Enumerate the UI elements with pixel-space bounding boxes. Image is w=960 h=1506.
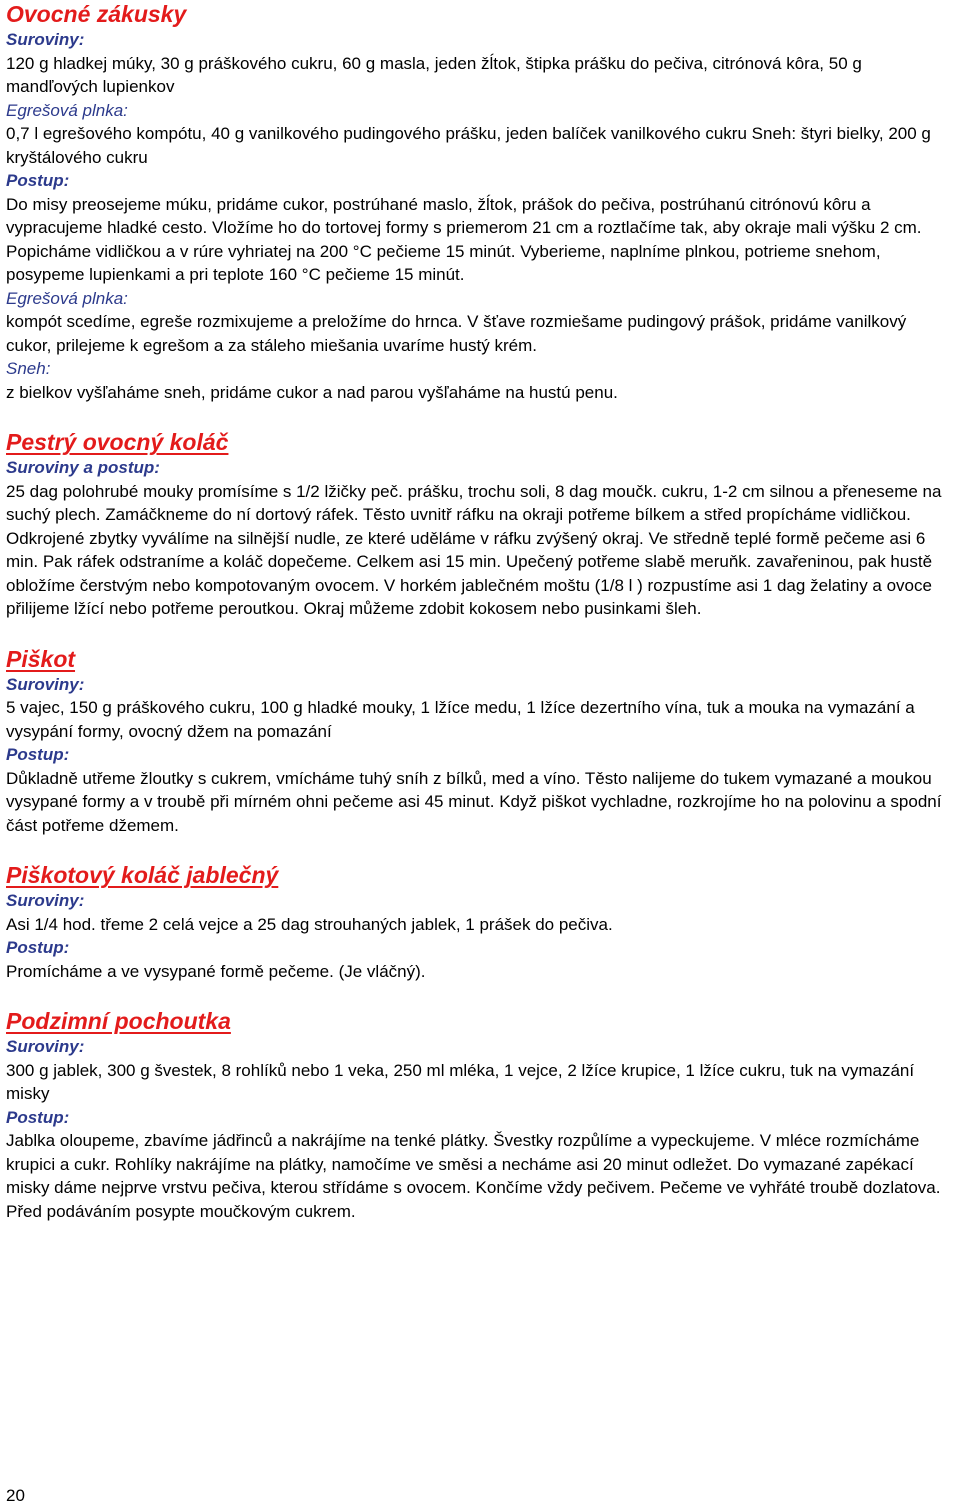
ingredients-label: Suroviny: (6, 30, 85, 49)
document-body (6, 0, 956, 1223)
recipe-title: Piškotový koláč jablečný (6, 862, 279, 888)
procedure-label: Postup: (6, 1107, 70, 1127)
recipe-podzimni-pochoutka (6, 1007, 956, 1223)
ingredients-text: 300 g jablek, 300 g švestek, 8 rohlíků nebo 1 veka, 250 ml mléka, 1 vejce, 2 lžíce krupice, 1 lžíce cukru, tuk na vymazání misky (6, 1060, 915, 1103)
recipe-piskot (6, 645, 956, 838)
snow-label: Sneh: (6, 359, 51, 378)
filling-text: 0,7 l egrešového kompótu, 40 g vanilkového pudingového prášku, jeden balíček vanilkového cukru Sneh: štyri bielky, 200 g kryštálového cukru (6, 124, 931, 167)
recipe-ovocne-zakusky (6, 0, 956, 404)
ingredients-text: Asi 1/4 hod. třeme 2 celá vejce a 25 dag strouhaných jablek, 1 prášek do pečiva. (6, 914, 613, 934)
filling-procedure-text: kompót scedíme, egreše rozmixujeme a preložíme do hrnca. V šťave rozmiešame pudingový prášok, pridáme vanilkový cukor, prilejeme k egrešom a za stáleho miešania uvaríme hustý krém. (6, 312, 907, 355)
ingredients-label: Suroviny: (6, 1037, 85, 1056)
ingredients-text: 5 vajec, 150 g práškového cukru, 100 g hladké mouky, 1 lžíce medu, 1 lžíce dezertního vína, tuk a mouka na vymazání a vysypání formy, ovocný džem na pomazání (6, 698, 915, 741)
ingredients-procedure-label: Suroviny a postup: (6, 458, 160, 477)
procedure-text: Důkladně utřeme žloutky s cukrem, vmícháme tuhý sníh z bílků, med a víno. Těsto nalijeme do tukem vymazané a moukou vysypané formy a v troubě při mírném ohni pečeme asi 45 minut. Když piškot vychladne, rozkrojíme ho na polovinu a spodní část potřeme džemem. (6, 768, 942, 835)
ingredients-procedure-text: 25 dag polohrubé mouky promísíme s 1/2 lžičky peč. prášku, trochu soli, 8 dag moučk. cukru, 1-2 cm silnou a přeneseme na suchý plech. Zamáčkneme do ní dortový ráfek. Těsto uvnitř ráfku na okraji potřeme bílkem a střed propícháme vidličkou. Odkrojené zbytky vyválíme na silnější nudle, ze které uděláme v ráfku zvýšený okraj. Ve středně teplé formě pečeme asi 6 min. Pak ráfek odstraníme a koláč dopečeme. Celkem asi 15 min. Upečený potřeme slabě meruňk. zavařeninou, pak hustě obložíme čerstvým nebo kompotovaným ovocem. V horkém jablečném moštu (1/8 l ) rozpustíme asi 1 dag želatiny a ovoce přilijeme lžící nebo potřeme peroutkou. Okraj můžeme zdobit kokosem nebo pusinkami šleh. (6, 481, 942, 618)
recipe-title: Ovocné zákusky (6, 1, 187, 27)
recipe-pestry-ovocny-kolac (6, 428, 956, 621)
filling-procedure-label: Egrešová plnka: (6, 288, 128, 308)
ingredients-text: 120 g hladkej múky, 30 g práškového cukru, 60 g masla, jeden žĺtok, štipka prášku do pečiva, citrónová kôra, 50 g mandľových lupienkov (6, 53, 862, 96)
procedure-label: Postup: (6, 171, 70, 190)
procedure-label: Postup: (6, 938, 70, 957)
recipe-title: Podzimní pochoutka (6, 1008, 231, 1034)
procedure-text: Promícháme a ve vysypané formě pečeme. (Je vláčný). (6, 961, 426, 981)
snow-text: z bielkov vyšľaháme sneh, pridáme cukor a nad parou vyšľaháme na hustú penu. (6, 382, 618, 402)
procedure-text: Jablka oloupeme, zbavíme jádřinců a nakrájíme na tenké plátky. Švestky rozpůlíme a vypeckujeme. V mléce rozmícháme krupici a cukr. Rohlíky nakrájíme na plátky, namočíme ve směsi a necháme asi 20 minut odležet. Do vymazané zapékací misky dáme nejprve vrstvu pečiva, kterou střídáme s ovocem. Končíme vždy pečivem. Pečeme ve vyhřáté troubě dozlatova. Před podáváním posypte moučkovým cukrem. (6, 1131, 941, 1221)
procedure-label: Postup: (6, 745, 70, 764)
recipe-title: Piškot (6, 645, 76, 672)
ingredients-label: Suroviny: (6, 674, 85, 694)
ingredients-label: Suroviny: (6, 891, 85, 910)
filling-label: Egrešová plnka: (6, 100, 128, 120)
recipe-title: Pestrý ovocný koláč (6, 429, 229, 455)
recipe-piskotovy-kolac-jablecny (6, 861, 956, 983)
page-number: 20 (6, 1486, 25, 1505)
procedure-text: Do misy preosejeme múku, pridáme cukor, postrúhané maslo, žĺtok, prášok do pečiva, postrúhanú citrónovú kôru a vypracujeme hladké cesto. Vložíme ho do tortovej formy s priemerom 21 cm a roztlačíme tak, aby okraje mali výšku 2 cm. Popicháme vidličkou a v rúre vyhriatej na 200 °C pečieme 15 minút. Vyberieme, naplníme plnkou, potrieme snehom, posypeme lupienkami a pri teplote 160 °C pečieme 15 minút. (6, 194, 922, 284)
